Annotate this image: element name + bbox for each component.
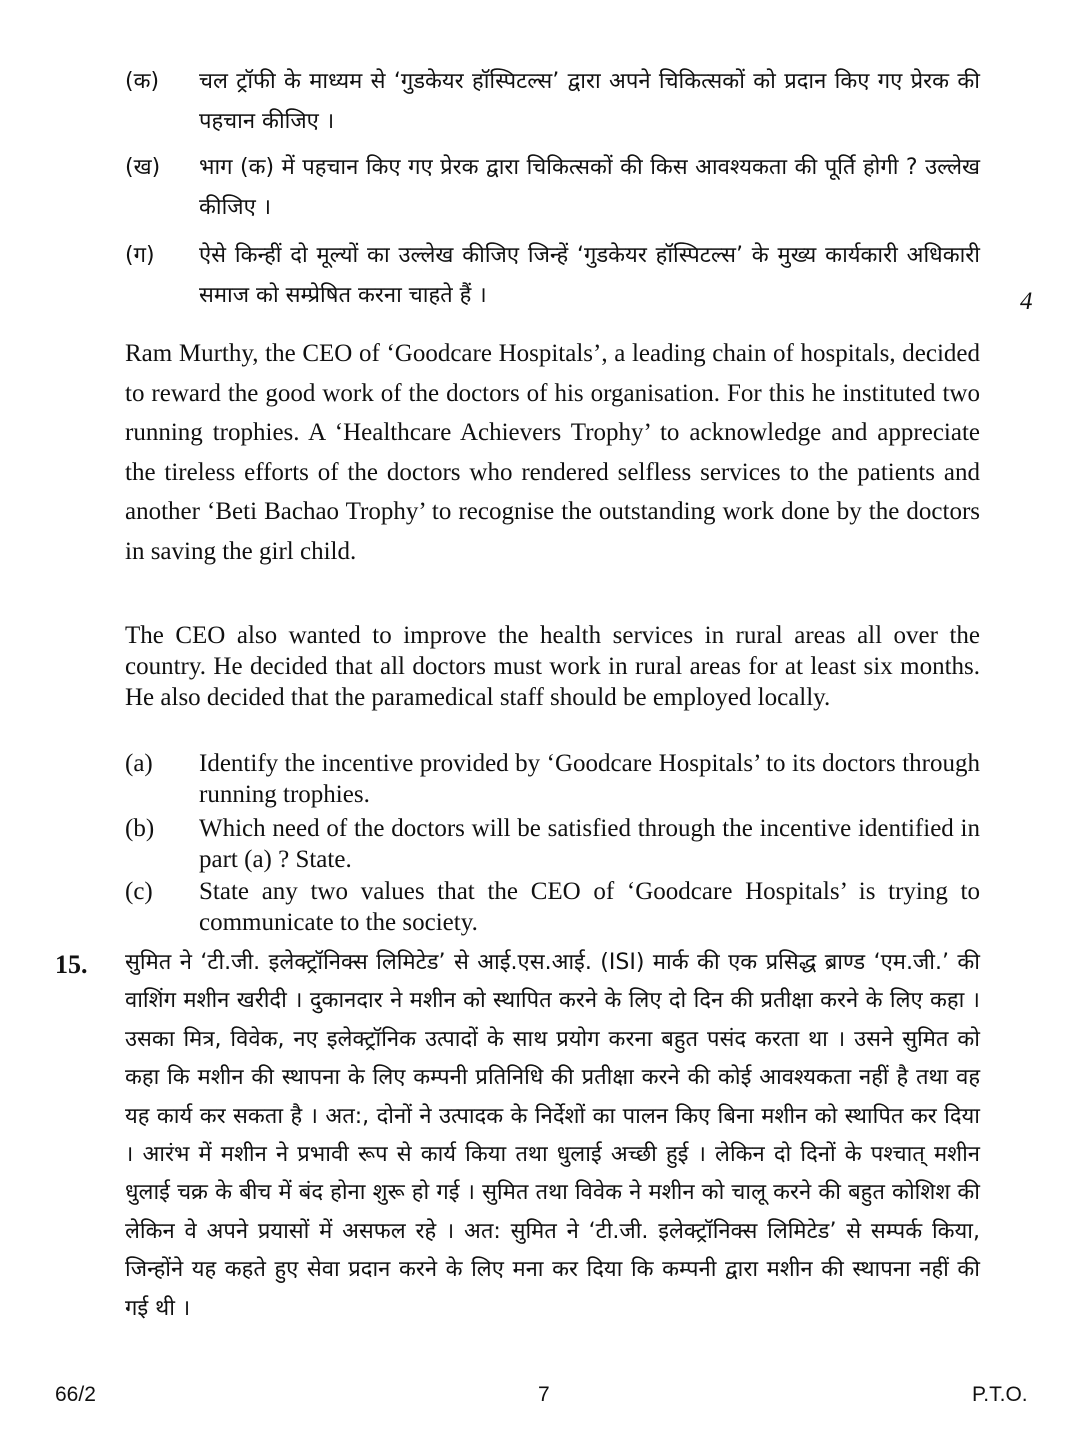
part-label: (ख) xyxy=(125,155,161,180)
english-part-b xyxy=(125,813,980,875)
part-label: (क) xyxy=(125,69,160,94)
english-part-c xyxy=(125,876,980,938)
hindi-part-ka xyxy=(125,62,980,142)
marks: 4 xyxy=(1020,288,1033,315)
pto-label: P.T.O. xyxy=(972,1383,1028,1406)
paper-code: 66/2 xyxy=(55,1383,96,1406)
part-label: (b) xyxy=(125,815,155,842)
english-part-a xyxy=(125,748,980,810)
question-number: 15. xyxy=(55,950,88,979)
part-text: Identify the incentive provided by ‘Goodcare Hospitals’ to its doctors through running trophies. xyxy=(199,750,980,808)
english-paragraph-2: The CEO also wanted to improve the health services in rural areas all over the country. He decided that all doctors must work in rural areas for at least six months. He also decided that the paramedical staff should be employed locally. xyxy=(125,622,980,711)
part-text: State any two values that the CEO of ‘Goodcare Hospitals’ is trying to communicate to the society. xyxy=(199,878,980,936)
page-number: 7 xyxy=(538,1383,550,1406)
part-text: चल ट्रॉफी के माध्यम से ‘गुडकेयर हॉस्पिटल्स’ द्वारा अपने चिकित्सकों को प्रदान किए गए प्रेरक की पहचान कीजिए । xyxy=(199,69,980,134)
part-label: (ग) xyxy=(125,243,155,268)
part-label: (a) xyxy=(125,750,153,777)
part-text: भाग (क) में पहचान किए गए प्रेरक द्वारा चिकित्सकों की किस आवश्यकता की पूर्ति होगी ? उल्लेख कीजिए । xyxy=(199,155,980,220)
hindi-part-kha xyxy=(125,148,980,228)
hindi-part-ga xyxy=(125,236,980,316)
part-text: ऐसे किन्हीं दो मूल्यों का उल्लेख कीजिए जिन्हें ‘गुडकेयर हॉस्पिटल्स’ के मुख्य कार्यकारी अधिकारी समाज को सम्प्रेषित करना चाहते हैं । xyxy=(199,243,980,308)
part-text: Which need of the doctors will be satisfied through the incentive identified in part (a) ? State. xyxy=(199,815,980,873)
question-15-text: सुमित ने ‘टी.जी. इलेक्ट्रॉनिक्स लिमिटेड’ से आई.एस.आई. (ISI) मार्क की एक प्रसिद्ध ब्राण्ड ‘एम.जी.’ की वाशिंग मशीन खरीदी । दुकानदार ने मशीन को स्थापित करने के लिए दो दिन की प्रतीक्षा करने के लिए कहा । उसका मित्र, विवेक, नए इलेक्ट्रॉनिक उत्पादों के साथ प्रयोग करना बहुत पसंद करता था । उसने सुमित को कहा कि मशीन की स्थापना के लिए कम्पनी प्रतिनिधि की प्रतीक्षा करने की कोई आवश्यकता नहीं है तथा वह यह कार्य कर सकता है । अत:, दोनों ने उत्पादक के निर्देशों का पालन किए बिना मशीन को स्थापित कर दिया । आरंभ में मशीन ने प्रभावी रूप से कार्य किया तथा धुलाई अच्छी हुई । लेकिन दो दिनों के पश्चात् मशीन धुलाई चक्र के बीच में बंद होना शुरू हो गई । सुमित तथा विवेक ने मशीन को चालू करने की बहुत कोशिश की लेकिन वे अपने प्रयासों में असफल रहे । अत: सुमित ने ‘टी.जी. इलेक्ट्रॉनिक्स लिमिटेड’ से सम्पर्क किया, जिन्होंने यह कहते हुए सेवा प्रदान करने के लिए मना कर दिया कि कम्पनी द्वारा मशीन की स्थापना नहीं की गई थी । xyxy=(125,950,980,1321)
part-label: (c) xyxy=(125,878,153,905)
english-paragraph-1: Ram Murthy, the CEO of ‘Goodcare Hospitals’, a leading chain of hospitals, decided to reward the good work of the doctors of his organisation. For this he instituted two running trophies. A ‘Healthcare Achievers Trophy’ to acknowledge and appreciate the tireless efforts of the doctors who rendered selfless services to the patients and another ‘Beti Bachao Trophy’ to recognise the outstanding work done by the doctors in saving the girl child. xyxy=(125,340,980,565)
